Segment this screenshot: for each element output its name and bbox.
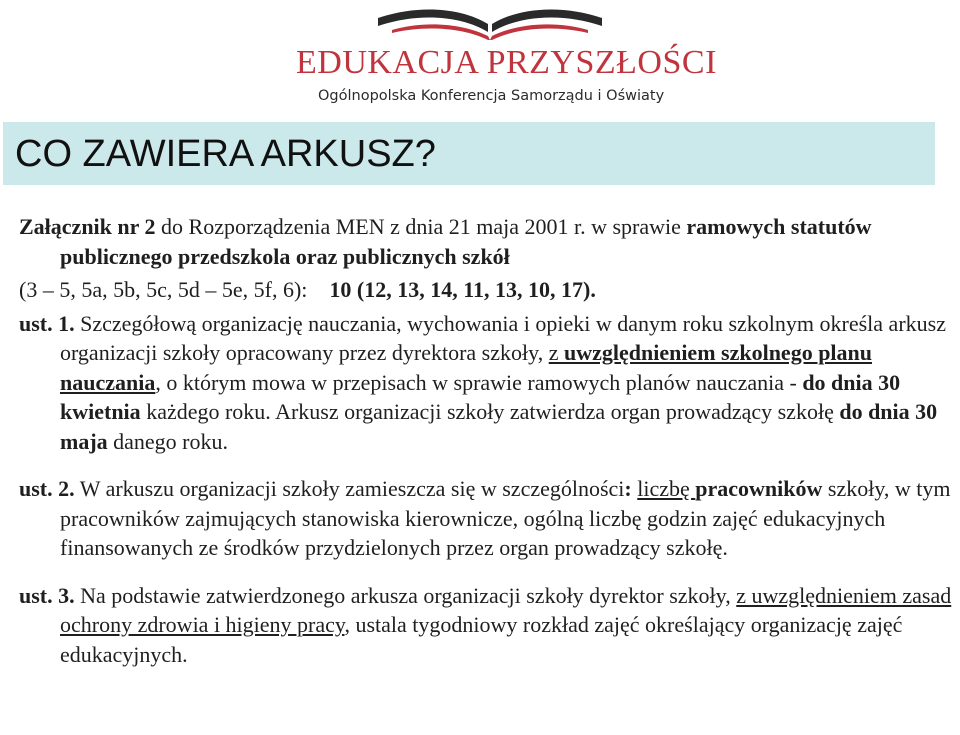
intro-references bbox=[19, 275, 959, 305]
intro-ref-bold: 10 (12, 13, 14, 11, 13, 10, 17). bbox=[329, 277, 596, 302]
logo-subtitle: Ogólnopolska Konferencja Samorządu i Oświaty bbox=[318, 88, 665, 104]
ust2-paragraph: ust. 2. W arkuszu organizacji szkoły zamieszcza się w szczególności: liczbę pracowników szkoły, w tym pracowników zajmujących stanowiska kierownicze, ogólną liczbę godzin zajęć edukacyjnych finansowanych ze środków przydzielonych przez organ prowadzący szkołę. bbox=[19, 476, 951, 560]
intro-ref-numbers: (3 – 5, 5a, 5b, 5c, 5d – 5e, 5f, 6): bbox=[19, 277, 308, 302]
logo-title: EDUKACJA PRZYSZŁOŚCI bbox=[296, 44, 717, 81]
open-book-icon bbox=[374, 2, 606, 42]
intro-paragraph bbox=[19, 212, 959, 271]
slide-title: CO ZAWIERA ARKUSZ? bbox=[15, 133, 436, 175]
ust1-plan-link: uwzględnieniem szkolnego planu nauczania bbox=[60, 340, 873, 395]
intro-regulation: do Rozporządzenia MEN z dnia 21 maja 2001 r. w sprawie bbox=[155, 214, 687, 239]
intro-statutes: ramowych statutów publicznego przedszkola oraz publicznych szkół bbox=[60, 214, 872, 269]
conference-logo bbox=[296, 0, 717, 112]
slide-content bbox=[19, 212, 959, 669]
ust1-paragraph: ust. 1. Szczegółową organizację nauczania, wychowania i opieki w danym roku szkolnym określa arkusz organizacji szkoły opracowany przez dyrektora szkoły, z uwzględnieniem szkolnego planu nauczania, o którym mowa w przepisach w sprawie ramowych planów nauczania - do dnia 30 kwietnia każdego roku. Arkusz organizacji szkoły zatwierdza organ prowadzący szkołę do dnia 30 maja danego roku. bbox=[19, 310, 946, 454]
ust3-label: ust. 3. bbox=[19, 582, 75, 608]
ust3-paragraph: ust. 3. Na podstawie zatwierdzonego arkusza organizacji szkoły dyrektor szkoły, z uwzględnieniem zasad ochrony zdrowia i higieny pracy, ustala tygodniowy rozkład zajęć określający organizację zajęć edukacyjnych. bbox=[19, 582, 952, 667]
ust2-employees: pracowników bbox=[695, 476, 823, 501]
ust2-label: ust. 2. bbox=[19, 476, 75, 501]
intro-attachment: Załącznik nr 2 bbox=[19, 214, 156, 239]
ust1-deadline-april: do dnia 30 kwietnia bbox=[60, 369, 901, 424]
ust1-label: ust. 1. bbox=[19, 310, 75, 336]
ust2-count: liczbę bbox=[637, 476, 696, 501]
title-band bbox=[3, 122, 935, 185]
ust3-health-link: z uwzględnieniem zasad ochrony zdrowia i higieny pracy bbox=[60, 582, 952, 637]
ust1-deadline-may: do dnia 30 maja bbox=[60, 399, 938, 454]
